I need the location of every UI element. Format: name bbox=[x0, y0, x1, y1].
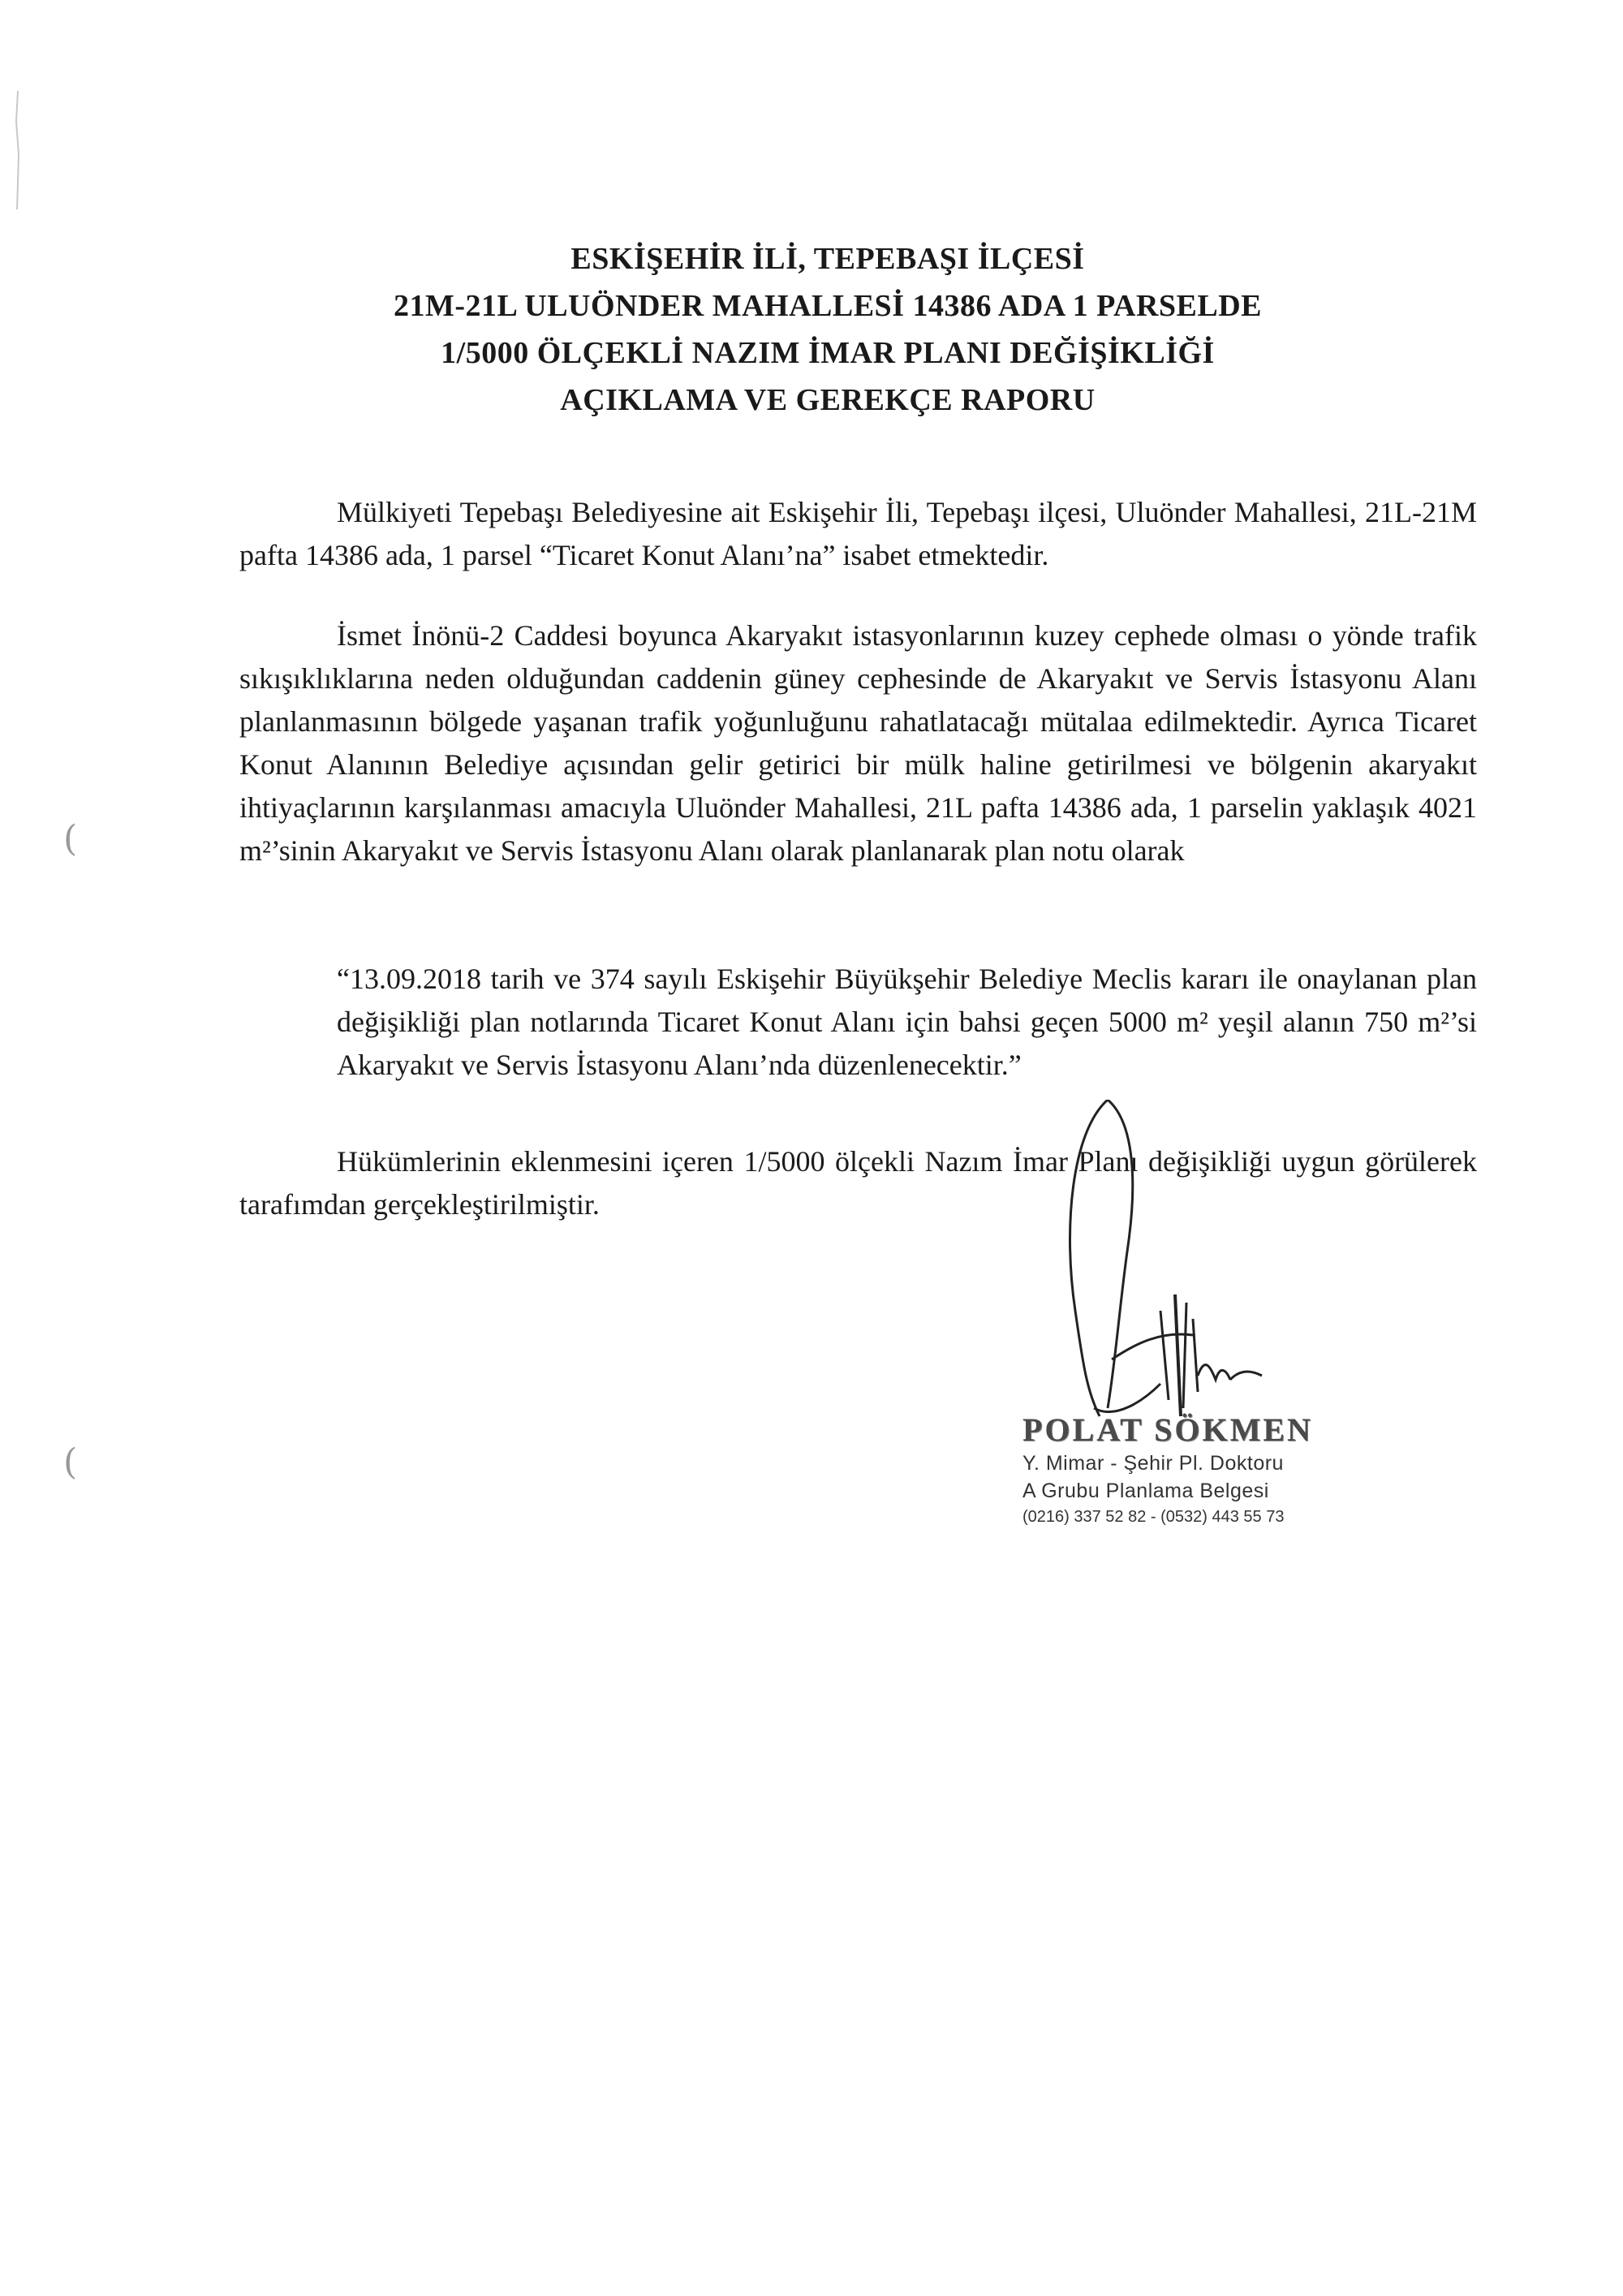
title-line-4: AÇIKLAMA VE GEREKÇE RAPORU bbox=[560, 383, 1096, 417]
quote-text: “13.09.2018 tarih ve 374 sayılı Eskişehir Büyükşehir Belediye Meclis kararı ile onaylanan plan değişikliği plan notlarında Ticaret Konut Alanı için bahsi geçen 5000 m² yeşil alanın 750 m²’si Akaryakıt ve Servis İstasyonu Alanı’nda düzenlenecektir.” bbox=[337, 963, 1477, 1081]
paragraph-ownership bbox=[239, 491, 1477, 577]
paragraph-1-text: Mülkiyeti Tepebaşı Belediyesine ait Eskişehir İli, Tepebaşı ilçesi, Uluönder Mahallesi, 21L-21M pafta 14386 ada, 1 parsel “Ticaret Konut Alanı’na” isabet etmektedir. bbox=[239, 496, 1477, 571]
signature-stamp bbox=[1022, 1411, 1363, 1529]
document-title bbox=[0, 235, 1623, 424]
scan-edge-mark bbox=[8, 89, 24, 211]
stamp-phone: (0216) 337 52 82 - (0532) 443 55 73 bbox=[1022, 1508, 1285, 1526]
margin-punch-mark-2: ( bbox=[63, 1441, 78, 1483]
title-line-2: 21M-21L ULUÖNDER MAHALLESİ 14386 ADA 1 PARSELDE bbox=[393, 289, 1263, 323]
stamp-license: A Grubu Planlama Belgesi bbox=[1022, 1480, 1269, 1502]
stamp-name: POLAT SÖKMEN bbox=[1022, 1411, 1313, 1448]
plan-note-quote bbox=[337, 958, 1477, 1087]
stamp-title: Y. Mimar - Şehir Pl. Doktoru bbox=[1022, 1452, 1284, 1475]
title-line-1: ESKİŞEHİR İLİ, TEPEBAŞI İLÇESİ bbox=[570, 242, 1085, 276]
handwritten-signature-icon bbox=[1039, 1100, 1347, 1457]
title-line-3: 1/5000 ÖLÇEKLİ NAZIM İMAR PLANI DEĞİŞİKLİĞİ bbox=[441, 336, 1215, 370]
paragraph-2-text: İsmet İnönü-2 Caddesi boyunca Akaryakıt istasyonlarının kuzey cephede olması o yönde trafik sıkışıklıklarına neden olduğundan caddenin güney cephesinde de Akaryakıt ve Servis İstasyonu Alanı planlanmasının bölgede yaşanan trafik yoğunluğunu rahatlatacağı mütalaa edilmektedir. Ayrıca Ticaret Konut Alanının Belediye açısından gelir getirici bir mülk haline getirilmesi ve bölgenin akaryakıt ihtiyaçlarının karşılanması amacıyla Uluönder Mahallesi, 21L pafta 14386 ada, 1 parselin yaklaşık 4021 m²’sinin Akaryakıt ve Servis İstasyonu Alanı olarak planlanarak plan notu olarak bbox=[239, 619, 1477, 867]
paragraph-justification bbox=[239, 614, 1477, 872]
paragraph-4-text: Hükümlerinin eklenmesini içeren 1/5000 ölçekli Nazım İmar Planı değişikliği uygun görülerek tarafımdan gerçekleştirilmiştir. bbox=[239, 1145, 1477, 1221]
margin-punch-mark-1: ( bbox=[63, 818, 78, 859]
